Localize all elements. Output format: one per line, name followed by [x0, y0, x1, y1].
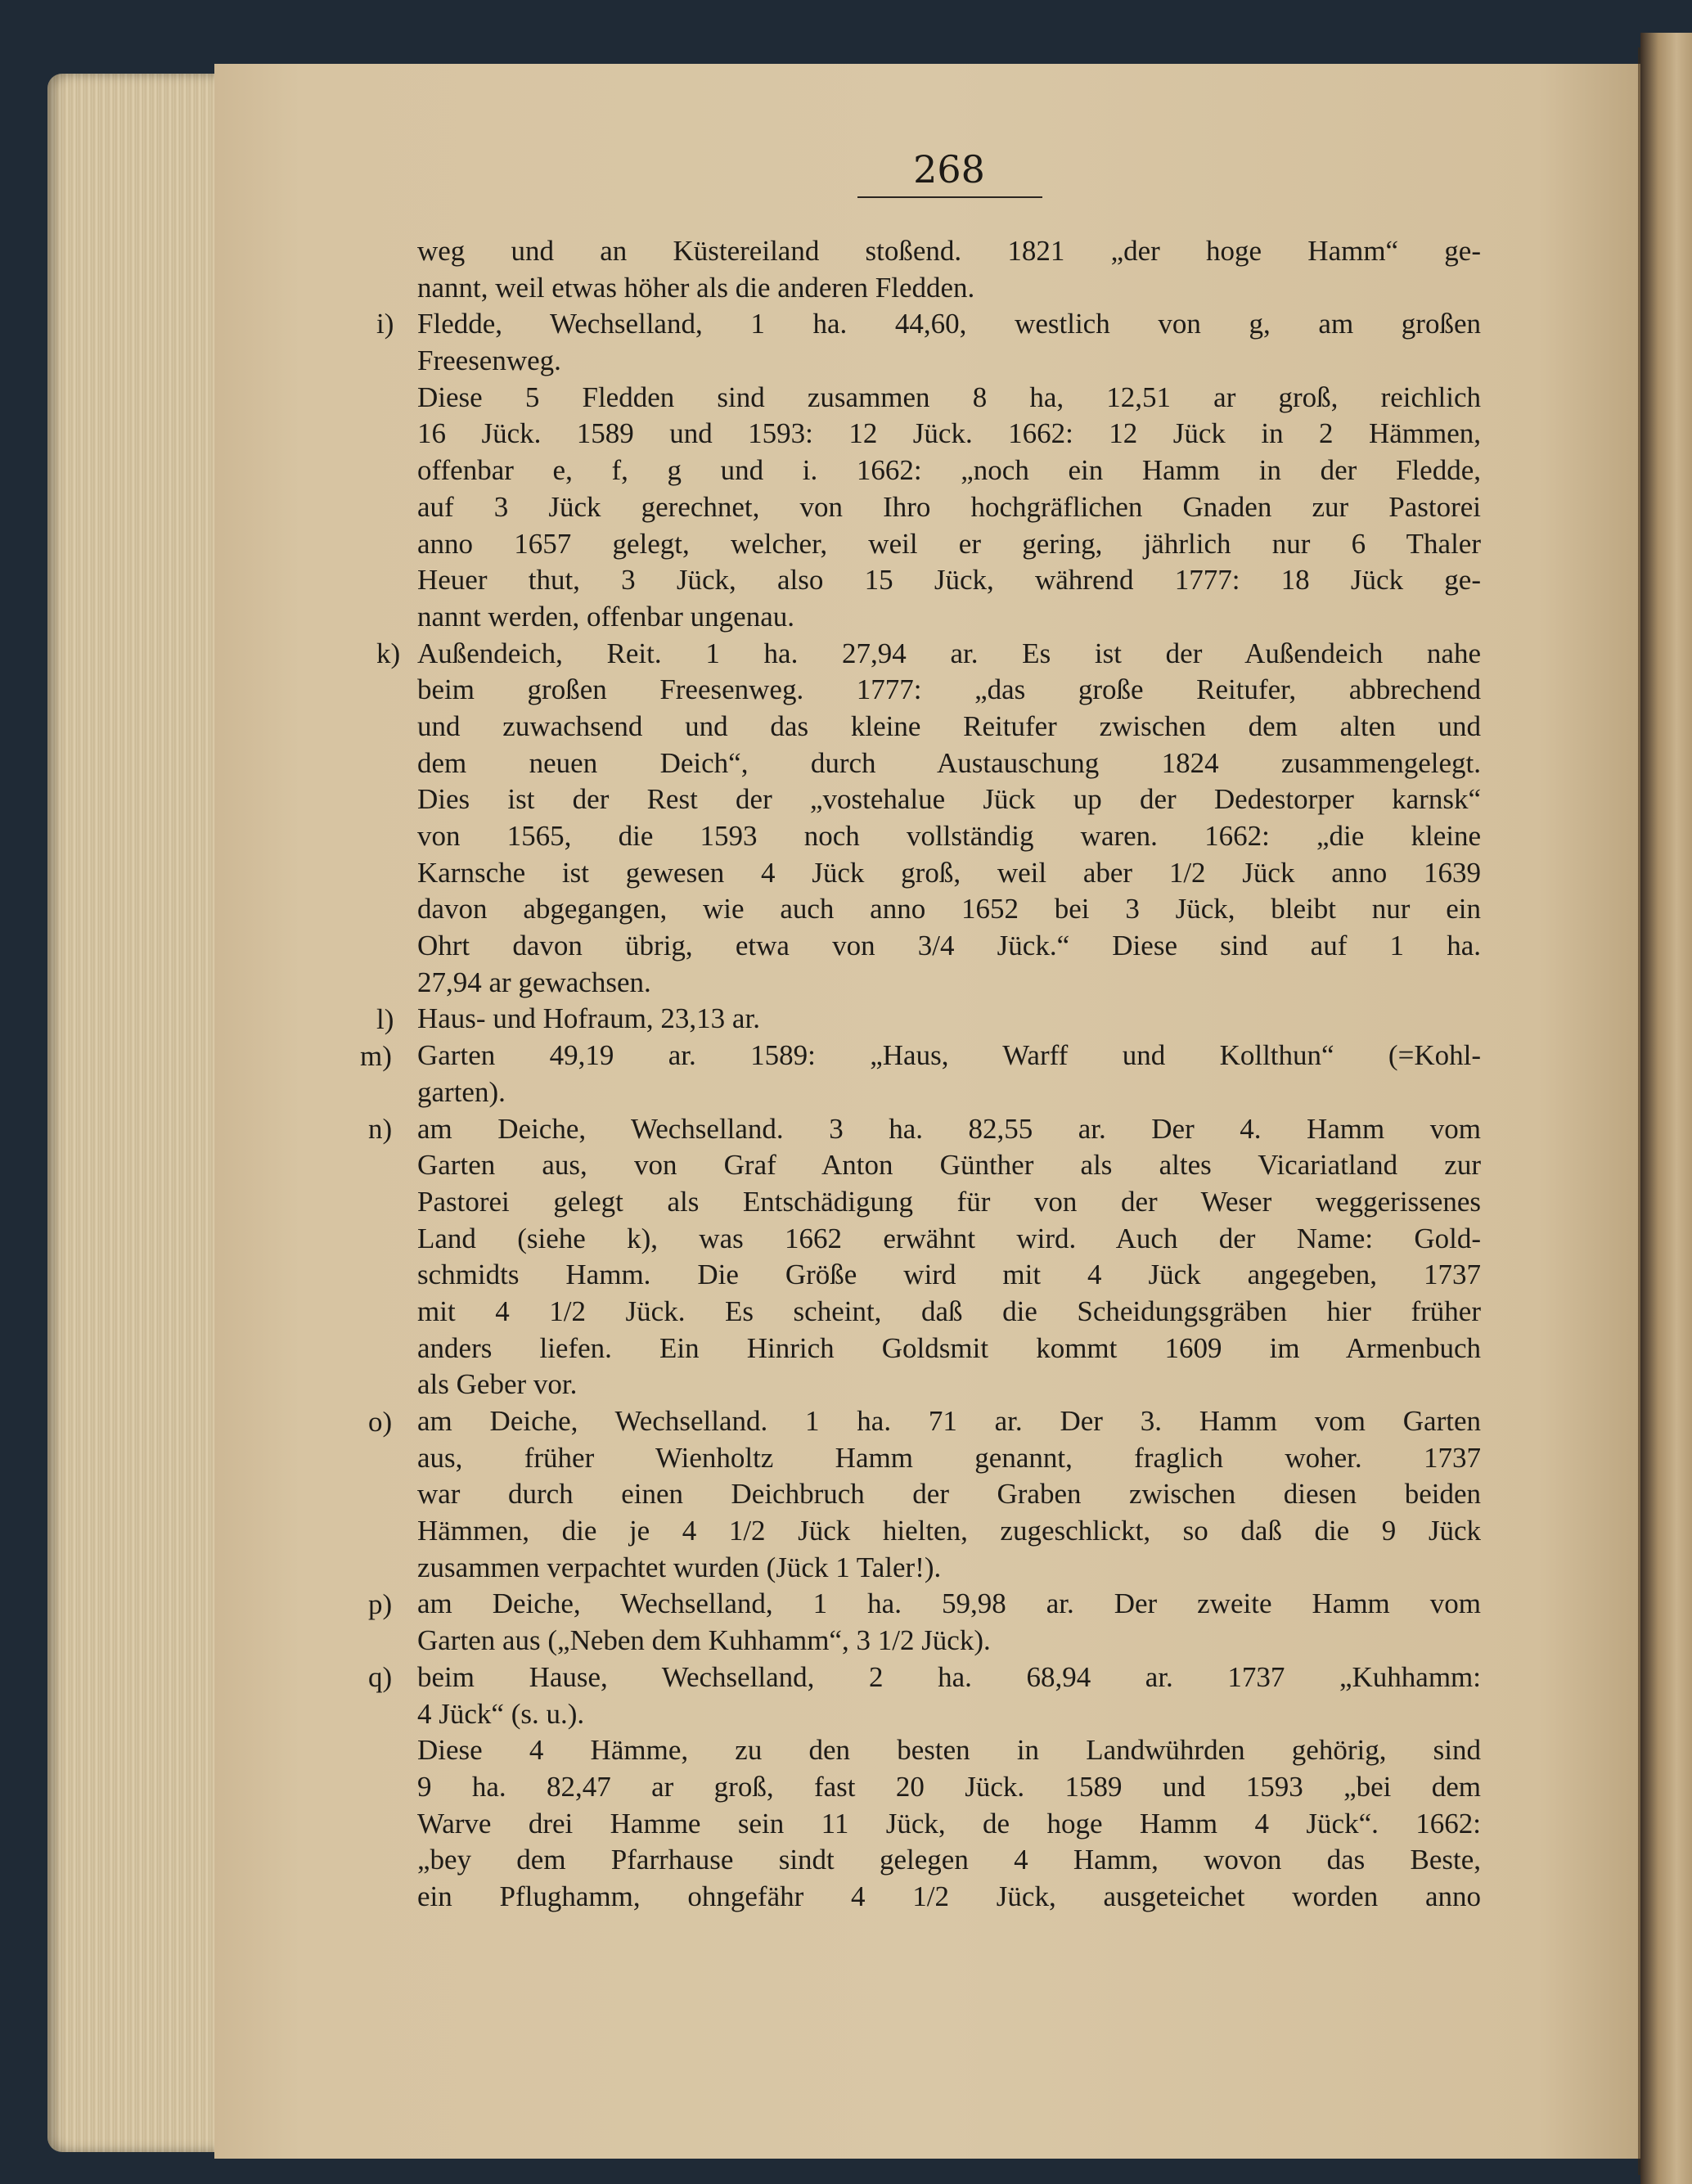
text-line: am Deiche, Wechselland. 3 ha. 82,55 ar. Der 4. Hamm vom: [417, 1112, 1481, 1145]
text-line: am Deiche, Wechselland, 1 ha. 59,98 ar. Der zweite Hamm vom: [417, 1587, 1481, 1620]
text-line: Diese 4 Hämme, zu den besten in Landwührden gehörig, sind: [417, 1734, 1481, 1767]
text-line: als Geber vor.: [417, 1368, 578, 1401]
text-line: war durch einen Deichbruch der Graben zwischen diesen beiden: [417, 1478, 1481, 1511]
item-marker: k): [376, 637, 401, 669]
text-line: nannt werden, offenbar ungenau.: [417, 600, 794, 633]
text-line: anders liefen. Ein Hinrich Goldsmit kommt 1609 im Armenbuch: [417, 1331, 1481, 1364]
text-line: offenbar e, f, g und i. 1662: „noch ein Hamm in der Fledde,: [417, 454, 1481, 487]
text-line: ein Pflughamm, ohngefähr 4 1/2 Jück, ausgeteichet worden anno: [417, 1880, 1481, 1912]
text-line: Hämmen, die je 4 1/2 Jück hielten, zugeschlickt, so daß die 9 Jück: [417, 1515, 1481, 1547]
text-line: auf 3 Jück gerechnet, von Ihro hochgräflichen Gnaden zur Pastorei: [417, 490, 1481, 523]
text-line: 9 ha. 82,47 ar groß, fast 20 Jück. 1589 und 1593 „bei dem: [417, 1770, 1481, 1803]
text-line: „bey dem Pfarrhause sindt gelegen 4 Hamm, wovon das Beste,: [417, 1844, 1481, 1876]
facing-page-edge: [1640, 33, 1692, 2184]
text-line: davon abgegangen, wie auch anno 1652 bei 3 Jück, bleibt nur ein: [417, 893, 1481, 925]
header-rule: [857, 196, 1042, 198]
item-marker: l): [376, 1003, 394, 1035]
text-line: beim Hause, Wechselland, 2 ha. 68,94 ar. 1737 „Kuhhamm:: [417, 1660, 1481, 1693]
page-number: 268: [913, 147, 985, 191]
page-edges: [47, 74, 236, 2152]
text-line: dem neuen Deich“, durch Austauschung 1824 zusammengelegt.: [417, 746, 1481, 779]
text-line: Land (siehe k), was 1662 erwähnt wird. Auch der Name: Gold-: [417, 1222, 1481, 1254]
text-line: garten).: [417, 1075, 506, 1108]
body-text: [360, 233, 1481, 1916]
text-line: aus, früher Wienholtz Hamm genannt, fraglich woher. 1737: [417, 1441, 1481, 1474]
text-line: 4 Jück“ (s. u.).: [417, 1697, 585, 1730]
text-line: Freesenweg.: [417, 344, 561, 377]
text-line: 27,94 ar gewachsen.: [417, 966, 651, 998]
text-line: weg und an Küstereiland stoßend. 1821 „der hoge Hamm“ ge-: [417, 235, 1481, 267]
text-line: Haus- und Hofraum, 23,13 ar.: [417, 1002, 760, 1035]
text-line: am Deiche, Wechselland. 1 ha. 71 ar. Der 3. Hamm vom Garten: [417, 1405, 1481, 1437]
text-line: Diese 5 Fledden sind zusammen 8 ha, 12,51 ar groß, reichlich: [417, 381, 1481, 413]
item-marker: o): [368, 1406, 393, 1438]
text-line: Ohrt davon übrig, etwa von 3/4 Jück.“ Diese sind auf 1 ha.: [417, 930, 1481, 962]
text-line: Dies ist der Rest der „vostehalue Jück up der Dedestorper karnsk“: [417, 783, 1481, 816]
text-line: Garten aus, von Graf Anton Günther als altes Vicariatland zur: [417, 1149, 1481, 1182]
text-line: anno 1657 gelegt, welcher, weil er gering, jährlich nur 6 Thaler: [417, 527, 1481, 560]
item-marker: m): [360, 1040, 392, 1072]
text-line: und zuwachsend und das kleine Reitufer zwischen dem alten und: [417, 709, 1481, 742]
text-line: Fledde, Wechselland, 1 ha. 44,60, westlich von g, am großen: [417, 308, 1481, 340]
item-marker: n): [368, 1113, 393, 1145]
item-marker: q): [368, 1661, 393, 1693]
text-line: mit 4 1/2 Jück. Es scheint, daß die Scheidungsgräben hier früher: [417, 1295, 1481, 1327]
text-line: von 1565, die 1593 noch vollständig waren. 1662: „die kleine: [417, 820, 1481, 852]
text-line: Pastorei gelegt als Entschädigung für von der Weser weggerissenes: [417, 1185, 1481, 1218]
text-line: Warve drei Hamme sein 11 Jück, de hoge Hamm 4 Jück“. 1662:: [417, 1807, 1481, 1840]
text-line: Garten aus („Neben dem Kuhhamm“, 3 1/2 Jück).: [417, 1624, 991, 1657]
item-marker: i): [376, 308, 394, 340]
item-marker: p): [368, 1588, 393, 1620]
text-line: nannt, weil etwas höher als die anderen Fledden.: [417, 271, 975, 304]
text-line: Karnsche ist gewesen 4 Jück groß, weil aber 1/2 Jück anno 1639: [417, 856, 1481, 889]
text-line: Garten 49,19 ar. 1589: „Haus, Warff und Kollthun“ (=Kohl-: [417, 1039, 1481, 1072]
text-line: beim großen Freesenweg. 1777: „das große Reitufer, abbrechend: [417, 673, 1481, 706]
text-line: Außendeich, Reit. 1 ha. 27,94 ar. Es ist der Außendeich nahe: [417, 637, 1481, 669]
text-line: schmidts Hamm. Die Größe wird mit 4 Jück angegeben, 1737: [417, 1259, 1481, 1291]
text-line: 16 Jück. 1589 und 1593: 12 Jück. 1662: 12 Jück in 2 Hämmen,: [417, 417, 1481, 450]
text-line: Heuer thut, 3 Jück, also 15 Jück, während 1777: 18 Jück ge-: [417, 564, 1481, 597]
text-line: zusammen verpachtet wurden (Jück 1 Taler!).: [417, 1551, 942, 1583]
